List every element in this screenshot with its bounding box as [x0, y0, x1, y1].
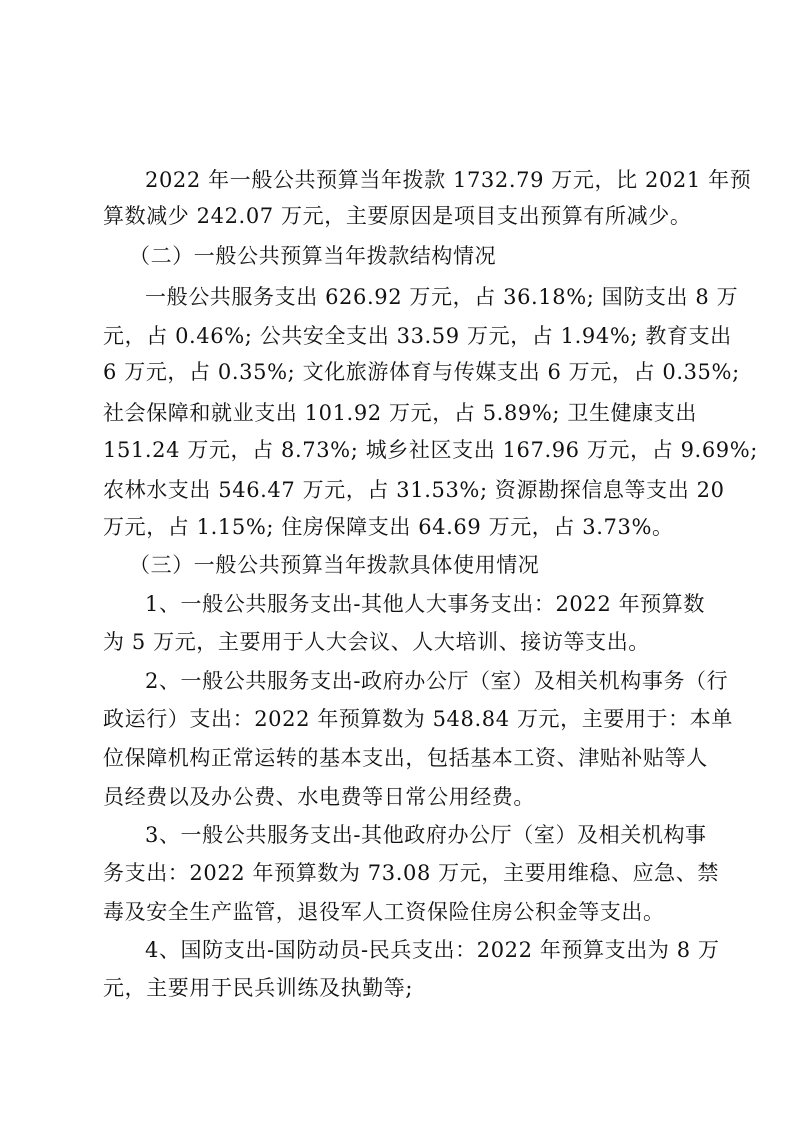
- paragraph-line: 元，主要用于民兵训练及执勤等;: [103, 976, 414, 1000]
- paragraph-line: 1、一般公共服务支出-其他人大事务支出：2022 年预算数: [145, 592, 705, 616]
- paragraph-line: 万元，占 1.15%; 住房保障支出 64.69 万元，占 3.73%。: [103, 515, 674, 539]
- paragraph-line: 为 5 万元，主要用于人大会议、人大培训、接访等支出。: [103, 630, 650, 654]
- paragraph-line: 元，占 0.46%; 公共安全支出 33.59 万元，占 1.94%; 教育支出: [103, 324, 732, 348]
- paragraph-line: 6 万元，占 0.35%; 文化旅游体育与传媒支出 6 万元，占 0.35%;: [103, 360, 740, 384]
- paragraph-line: 员经费以及办公费、水电费等日常公用经费。: [103, 785, 535, 809]
- paragraph-line: 务支出：2022 年预算数为 73.08 万元，主要用维稳、应急、禁: [103, 861, 719, 885]
- paragraph-line: 政运行）支出：2022 年预算数为 548.84 万元，主要用于：本单: [103, 707, 733, 731]
- paragraph-line: 一般公共服务支出 626.92 万元，占 36.18%; 国防支出 8 万: [145, 285, 739, 309]
- paragraph-line: 2022 年一般公共预算当年拨款 1732.79 万元，比 2021 年预: [145, 168, 752, 192]
- paragraph-line: 算数减少 242.07 万元，主要原因是项目支出预算有所减少。: [103, 204, 692, 228]
- paragraph-line: 4、国防支出-国防动员-民兵支出：2022 年预算支出为 8 万: [145, 938, 720, 962]
- paragraph-line: 社会保障和就业支出 101.92 万元，占 5.89%; 卫生健康支出: [103, 401, 697, 425]
- paragraph-line: 位保障机构正常运转的基本支出，包括基本工资、津贴补贴等人: [103, 746, 708, 770]
- paragraph-line: 农林水支出 546.47 万元，占 31.53%; 资源勘探信息等支出 20: [103, 478, 725, 502]
- paragraph-line: 2、一般公共服务支出-政府办公厅（室）及相关机构事务（行: [145, 669, 729, 693]
- section-heading: （三）一般公共预算当年拨款具体使用情况: [129, 553, 540, 577]
- paragraph-line: 151.24 万元，占 8.73%; 城乡社区支出 167.96 万元，占 9.69%;: [103, 438, 758, 462]
- paragraph-line: 毒及安全生产监管，退役军人工资保险住房公积金等支出。: [103, 900, 665, 924]
- paragraph-line: 3、一般公共服务支出-其他政府办公厅（室）及相关机构事: [145, 823, 707, 847]
- section-heading: （二）一般公共预算当年拨款结构情况: [129, 244, 497, 268]
